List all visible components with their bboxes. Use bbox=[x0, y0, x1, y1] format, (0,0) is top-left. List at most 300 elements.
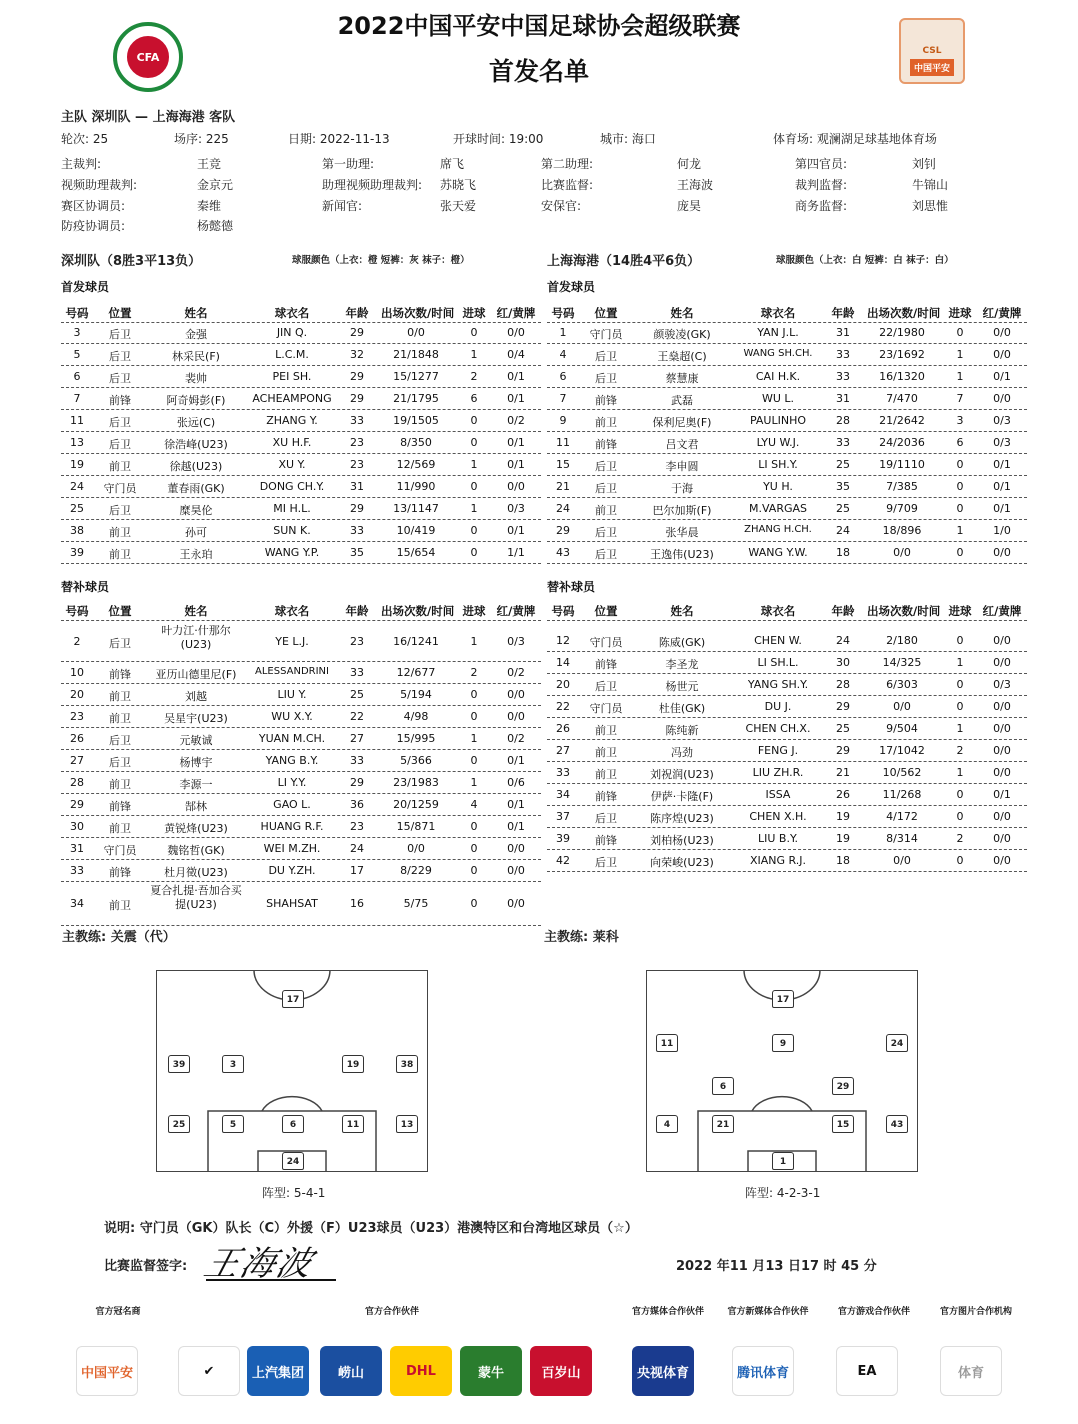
player-position: 后卫 bbox=[595, 372, 617, 385]
apps-minutes: 12/677 bbox=[396, 666, 436, 679]
player-number: 7 bbox=[73, 392, 81, 405]
player-position: 后卫 bbox=[595, 350, 617, 363]
player-age: 21 bbox=[836, 766, 850, 779]
goals: 0 bbox=[956, 854, 964, 867]
home-pitch bbox=[156, 970, 428, 1172]
player-name: 郜林 bbox=[185, 800, 207, 813]
goals: 0 bbox=[470, 820, 478, 833]
goals: 1 bbox=[956, 370, 964, 383]
home-starters-row bbox=[61, 322, 541, 344]
official-value: 席飞 bbox=[440, 157, 465, 171]
goals: 2 bbox=[470, 370, 478, 383]
player-age: 29 bbox=[350, 370, 364, 383]
jersey-name: ISSA bbox=[765, 788, 791, 801]
player-position: 守门员 bbox=[589, 702, 623, 715]
jersey-name: YU H. bbox=[763, 480, 793, 493]
apps-minutes: 4/172 bbox=[886, 810, 918, 823]
csl-logo bbox=[899, 18, 965, 84]
jersey-name: WANG Y.W. bbox=[748, 546, 808, 559]
apps-minutes: 19/1505 bbox=[393, 414, 439, 427]
goals: 0 bbox=[470, 754, 478, 767]
player-position: 后卫 bbox=[595, 548, 617, 561]
away-subs-row bbox=[547, 630, 1027, 652]
player-position: 后卫 bbox=[595, 526, 617, 539]
player-position: 守门员 bbox=[589, 328, 623, 341]
player-number: 23 bbox=[70, 710, 84, 723]
cards: 0/1 bbox=[507, 524, 525, 537]
apps-minutes: 21/2642 bbox=[879, 414, 925, 427]
player-position: 前卫 bbox=[109, 712, 131, 725]
away-subs-row bbox=[547, 828, 1027, 850]
apps-minutes: 7/385 bbox=[886, 480, 918, 493]
cards: 0/0 bbox=[993, 348, 1011, 361]
official-label: 比赛监督: bbox=[541, 178, 594, 192]
player-age: 29 bbox=[350, 326, 364, 339]
player-name: 杜月徵(U23) bbox=[164, 866, 228, 879]
player-name: 徐浩峰(U23) bbox=[164, 438, 228, 451]
player-age: 26 bbox=[836, 788, 850, 801]
away-pitch-jersey: 24 bbox=[886, 1034, 908, 1052]
player-name: 巴尔加斯(F) bbox=[652, 504, 712, 517]
home-subs-row bbox=[61, 622, 541, 662]
player-name: 吕文君 bbox=[665, 438, 699, 451]
away-starters-row bbox=[547, 432, 1027, 454]
away-coach: 主教练: 莱科 bbox=[544, 930, 619, 945]
home-team-name: 深圳队（8胜3平13负） bbox=[61, 254, 202, 269]
away-subs-row bbox=[547, 696, 1027, 718]
away-starters-label: 首发球员 bbox=[547, 280, 596, 294]
goals: 6 bbox=[956, 436, 964, 449]
round: 轮次: 25 bbox=[61, 132, 109, 146]
player-position: 后卫 bbox=[109, 372, 131, 385]
player-position: 后卫 bbox=[595, 680, 617, 693]
home-pitch-jersey: 38 bbox=[396, 1055, 418, 1073]
signature-underline bbox=[206, 1279, 336, 1281]
apps-minutes: 5/75 bbox=[403, 897, 429, 910]
jersey-name: DU Y.ZH. bbox=[268, 864, 316, 877]
cards: 0/1 bbox=[993, 370, 1011, 383]
player-number: 7 bbox=[559, 392, 567, 405]
goals: 0 bbox=[956, 788, 964, 801]
player-number: 1 bbox=[559, 326, 567, 339]
apps-minutes: 23/1983 bbox=[393, 776, 439, 789]
goals: 1 bbox=[470, 502, 478, 515]
goals: 7 bbox=[956, 392, 964, 405]
player-name: 陈威(GK) bbox=[658, 636, 706, 649]
home-coach: 主教练: 关震（代） bbox=[62, 930, 176, 945]
stadium: 体育场: 观澜湖足球基地体育场 bbox=[773, 132, 937, 146]
home-pitch-jersey: 24 bbox=[282, 1152, 304, 1170]
cards: 0/0 bbox=[993, 546, 1011, 559]
player-number: 22 bbox=[556, 700, 570, 713]
jersey-name: JIN Q. bbox=[276, 326, 308, 339]
player-number: 6 bbox=[559, 370, 567, 383]
cards: 0/1 bbox=[993, 788, 1011, 801]
cards: 0/2 bbox=[507, 666, 525, 679]
goals: 4 bbox=[470, 798, 478, 811]
signature: 王海波 bbox=[199, 1244, 319, 1284]
jersey-name: LYU W.J. bbox=[756, 436, 800, 449]
cards: 0/3 bbox=[993, 436, 1011, 449]
legend: 说明: 守门员（GK）队长（C）外援（F）U23球员（U23）港澳特区和台湾地区球员（☆） bbox=[104, 1221, 638, 1236]
goals: 3 bbox=[956, 414, 964, 427]
cards: 0/0 bbox=[993, 722, 1011, 735]
cards: 0/2 bbox=[507, 732, 525, 745]
player-number: 39 bbox=[556, 832, 570, 845]
player-age: 19 bbox=[836, 810, 850, 823]
player-position: 后卫 bbox=[109, 416, 131, 429]
csl-logo-text: CSL bbox=[922, 46, 942, 56]
player-name: 陈序煌(U23) bbox=[650, 812, 714, 825]
home-col-header: 出场次数/时间 bbox=[381, 604, 455, 618]
home-starters-row bbox=[61, 520, 541, 542]
player-position: 前锋 bbox=[595, 658, 617, 671]
home-starters-row bbox=[61, 432, 541, 454]
player-age: 32 bbox=[350, 348, 364, 361]
goals: 0 bbox=[470, 326, 478, 339]
player-name: 张远(C) bbox=[176, 416, 216, 429]
jersey-name: WANG SH.CH. bbox=[743, 348, 813, 359]
home-subs-row bbox=[61, 662, 541, 684]
player-age: 24 bbox=[836, 524, 850, 537]
apps-minutes: 11/990 bbox=[396, 480, 436, 493]
player-name: 叶力江·什那尔(U23) bbox=[161, 624, 231, 651]
player-name: 李源一 bbox=[179, 778, 213, 791]
player-number: 20 bbox=[70, 688, 84, 701]
jersey-name: XU Y. bbox=[278, 458, 306, 471]
home-col-header: 位置 bbox=[108, 306, 132, 320]
home-header-rule bbox=[61, 620, 541, 621]
sponsor-label: 官方新媒体合作伙伴 bbox=[727, 1307, 809, 1317]
apps-minutes: 19/1110 bbox=[879, 458, 925, 471]
jersey-name: GAO L. bbox=[273, 798, 311, 811]
home-starters-row bbox=[61, 410, 541, 432]
cards: 0/1 bbox=[507, 754, 525, 767]
away-subs-row bbox=[547, 718, 1027, 740]
apps-minutes: 14/325 bbox=[882, 656, 922, 669]
goals: 0 bbox=[956, 810, 964, 823]
home-starters-row bbox=[61, 454, 541, 476]
apps-minutes: 0/0 bbox=[893, 854, 911, 867]
player-position: 前卫 bbox=[109, 822, 131, 835]
apps-minutes: 8/350 bbox=[400, 436, 432, 449]
home-pitch-jersey: 19 bbox=[342, 1055, 364, 1073]
city: 城市: 海口 bbox=[600, 132, 656, 146]
away-col-header: 年龄 bbox=[831, 604, 855, 618]
official-value: 刘钊 bbox=[912, 157, 937, 171]
player-position: 后卫 bbox=[109, 504, 131, 517]
player-name: 王逸伟(U23) bbox=[650, 548, 714, 561]
goals: 2 bbox=[470, 666, 478, 679]
goals: 1 bbox=[956, 722, 964, 735]
player-age: 35 bbox=[350, 546, 364, 559]
jersey-name: WU L. bbox=[761, 392, 795, 405]
home-pitch-jersey: 39 bbox=[168, 1055, 190, 1073]
apps-minutes: 2/180 bbox=[886, 634, 918, 647]
away-kit: 球服颜色（上衣：白 短裤：白 袜子：白） bbox=[776, 255, 954, 266]
player-number: 34 bbox=[70, 897, 84, 910]
player-age: 17 bbox=[350, 864, 364, 877]
away-col-header: 球衣名 bbox=[760, 306, 796, 320]
csl-logo-sponsor: 中国平安 bbox=[910, 59, 954, 76]
apps-minutes: 18/896 bbox=[882, 524, 922, 537]
away-subs-row bbox=[547, 674, 1027, 696]
apps-minutes: 23/1692 bbox=[879, 348, 925, 361]
goals: 0 bbox=[470, 414, 478, 427]
player-number: 43 bbox=[556, 546, 570, 559]
cards: 0/1 bbox=[507, 820, 525, 833]
player-age: 25 bbox=[836, 722, 850, 735]
away-col-header: 位置 bbox=[594, 306, 618, 320]
jersey-name: PAULINHO bbox=[749, 414, 807, 427]
player-position: 前锋 bbox=[595, 394, 617, 407]
sponsor-logo: 中国平安 bbox=[76, 1346, 138, 1396]
sponsor-logo: ✔ bbox=[178, 1346, 240, 1396]
away-starters-row bbox=[547, 476, 1027, 498]
player-position: 前锋 bbox=[109, 668, 131, 681]
away-subs-row bbox=[547, 784, 1027, 806]
home-col-header: 号码 bbox=[65, 604, 89, 618]
jersey-name: CHEN CH.X. bbox=[745, 722, 811, 735]
cards: 0/1 bbox=[993, 458, 1011, 471]
player-name: 张华晨 bbox=[665, 526, 699, 539]
player-position: 后卫 bbox=[109, 637, 131, 650]
goals: 0 bbox=[470, 864, 478, 877]
page-subtitle: 首发名单 bbox=[488, 57, 589, 86]
player-number: 6 bbox=[73, 370, 81, 383]
cards: 0/1 bbox=[507, 798, 525, 811]
jersey-name: YAN J.L. bbox=[757, 326, 799, 339]
home-starters-row bbox=[61, 344, 541, 366]
player-name: 杜佳(GK) bbox=[658, 702, 706, 715]
cards: 1/0 bbox=[993, 524, 1011, 537]
jersey-name: SHAHSAT bbox=[266, 897, 318, 910]
away-formation: 阵型: 4-2-3-1 bbox=[745, 1186, 821, 1200]
official-label: 裁判监督: bbox=[795, 178, 848, 192]
player-age: 23 bbox=[350, 820, 364, 833]
player-age: 36 bbox=[350, 798, 364, 811]
home-subs-row bbox=[61, 706, 541, 728]
cards: 0/0 bbox=[993, 744, 1011, 757]
goals: 1 bbox=[470, 458, 478, 471]
goals: 0 bbox=[956, 546, 964, 559]
official-value: 何龙 bbox=[677, 157, 702, 171]
jersey-name: ZHANG H.CH. bbox=[744, 524, 812, 535]
player-name: 董春雨(GK) bbox=[167, 482, 225, 495]
sponsor-logo: 上汽集团 bbox=[247, 1346, 309, 1396]
cards: 0/1 bbox=[507, 458, 525, 471]
cards: 0/0 bbox=[507, 480, 525, 493]
goals: 1 bbox=[470, 776, 478, 789]
jersey-name: WEI M.ZH. bbox=[263, 842, 321, 855]
match-date: 日期: 2022-11-13 bbox=[288, 132, 390, 146]
apps-minutes: 4/98 bbox=[403, 710, 429, 723]
cards: 0/0 bbox=[993, 656, 1011, 669]
player-number: 25 bbox=[70, 502, 84, 515]
player-position: 前锋 bbox=[109, 394, 131, 407]
away-starters-row bbox=[547, 410, 1027, 432]
goals: 0 bbox=[470, 546, 478, 559]
cards: 0/3 bbox=[993, 678, 1011, 691]
apps-minutes: 5/194 bbox=[400, 688, 432, 701]
jersey-name: XU H.F. bbox=[272, 436, 312, 449]
official-value: 苏晓飞 bbox=[440, 178, 477, 192]
jersey-name: ACHEAMPONG bbox=[252, 392, 332, 405]
official-label: 第四官员: bbox=[795, 157, 848, 171]
player-number: 31 bbox=[70, 842, 84, 855]
official-label: 视频助理裁判: bbox=[61, 178, 138, 192]
sponsor-logo: 腾讯体育 bbox=[732, 1346, 794, 1396]
home-subs-row bbox=[61, 684, 541, 706]
home-col-header: 位置 bbox=[108, 604, 132, 618]
player-age: 18 bbox=[836, 546, 850, 559]
jersey-name: LIU B.Y. bbox=[758, 832, 798, 845]
jersey-name: M.VARGAS bbox=[748, 502, 807, 515]
apps-minutes: 15/654 bbox=[396, 546, 436, 559]
player-age: 29 bbox=[836, 744, 850, 757]
player-age: 31 bbox=[836, 326, 850, 339]
home-pitch-jersey: 3 bbox=[222, 1055, 244, 1073]
home-subs-row bbox=[61, 772, 541, 794]
sponsor-label: 官方冠名商 bbox=[95, 1307, 141, 1317]
match-seq: 场序: 225 bbox=[174, 132, 229, 146]
player-number: 11 bbox=[556, 436, 570, 449]
player-age: 23 bbox=[350, 635, 364, 648]
away-starters-row bbox=[547, 498, 1027, 520]
official-label: 第二助理: bbox=[541, 157, 594, 171]
apps-minutes: 21/1795 bbox=[393, 392, 439, 405]
home-subs-row bbox=[61, 816, 541, 838]
away-pitch-jersey: 43 bbox=[886, 1115, 908, 1133]
player-name: 李圣龙 bbox=[665, 658, 699, 671]
player-number: 3 bbox=[73, 326, 81, 339]
player-number: 26 bbox=[70, 732, 84, 745]
goals: 0 bbox=[956, 480, 964, 493]
player-number: 30 bbox=[70, 820, 84, 833]
cards: 0/4 bbox=[507, 348, 525, 361]
goals: 0 bbox=[470, 688, 478, 701]
official-value: 刘思惟 bbox=[912, 199, 949, 213]
cards: 0/0 bbox=[993, 832, 1011, 845]
apps-minutes: 22/1980 bbox=[879, 326, 925, 339]
jersey-name: CHEN W. bbox=[754, 634, 802, 647]
player-name: 杨博宇 bbox=[179, 756, 213, 769]
goals: 1 bbox=[956, 766, 964, 779]
away-starters-row bbox=[547, 454, 1027, 476]
player-position: 后卫 bbox=[109, 438, 131, 451]
sponsor-logo: 蒙牛 bbox=[460, 1346, 522, 1396]
home-subs-row bbox=[61, 794, 541, 816]
player-age: 29 bbox=[350, 502, 364, 515]
away-col-header: 出场次数/时间 bbox=[867, 604, 941, 618]
jersey-name: SUN K. bbox=[273, 524, 311, 537]
apps-minutes: 16/1241 bbox=[393, 635, 439, 648]
apps-minutes: 6/303 bbox=[886, 678, 918, 691]
player-name: 刘祝润(U23) bbox=[650, 768, 714, 781]
player-number: 19 bbox=[70, 458, 84, 471]
apps-minutes: 8/314 bbox=[886, 832, 918, 845]
player-age: 18 bbox=[836, 854, 850, 867]
player-number: 5 bbox=[73, 348, 81, 361]
away-pitch-jersey: 6 bbox=[712, 1077, 734, 1095]
home-col-header: 进球 bbox=[462, 306, 486, 320]
apps-minutes: 12/569 bbox=[396, 458, 436, 471]
player-number: 29 bbox=[556, 524, 570, 537]
player-age: 33 bbox=[350, 414, 364, 427]
player-name: 吴星宇(U23) bbox=[164, 712, 228, 725]
official-value: 张天爱 bbox=[440, 199, 477, 213]
apps-minutes: 15/995 bbox=[396, 732, 436, 745]
player-age: 33 bbox=[350, 524, 364, 537]
official-label: 商务监督: bbox=[795, 199, 848, 213]
away-col-header: 号码 bbox=[551, 604, 575, 618]
player-position: 前锋 bbox=[595, 790, 617, 803]
apps-minutes: 0/0 bbox=[407, 842, 425, 855]
home-starters-row bbox=[61, 542, 541, 564]
apps-minutes: 10/419 bbox=[396, 524, 436, 537]
player-number: 26 bbox=[556, 722, 570, 735]
signature-label: 比赛监督签字: bbox=[104, 1259, 188, 1274]
sponsor-logo: 央视体育 bbox=[632, 1346, 694, 1396]
player-position: 前卫 bbox=[109, 690, 131, 703]
sponsor-logo: 崂山 bbox=[320, 1346, 382, 1396]
jersey-name: YANG B.Y. bbox=[265, 754, 319, 767]
jersey-name: PEI SH. bbox=[272, 370, 312, 383]
official-label: 助理视频助理裁判: bbox=[322, 178, 423, 192]
player-age: 29 bbox=[836, 700, 850, 713]
cards: 0/1 bbox=[507, 370, 525, 383]
player-name: 王燊超(C) bbox=[657, 350, 707, 363]
away-pitch-jersey: 4 bbox=[656, 1115, 678, 1133]
teams-line: 主队 深圳队 — 上海海港 客队 bbox=[61, 110, 236, 125]
player-name: 李申圆 bbox=[665, 460, 699, 473]
player-name: 糜昊伦 bbox=[179, 504, 213, 517]
cfa-logo-text: CFA bbox=[125, 34, 171, 80]
jersey-name: WANG Y.P. bbox=[264, 546, 320, 559]
away-col-header: 姓名 bbox=[670, 604, 694, 618]
away-pitch-jersey: 1 bbox=[772, 1152, 794, 1170]
goals: 0 bbox=[956, 502, 964, 515]
player-age: 33 bbox=[836, 348, 850, 361]
home-col-header: 出场次数/时间 bbox=[381, 306, 455, 320]
apps-minutes: 13/1147 bbox=[393, 502, 439, 515]
player-position: 前卫 bbox=[109, 899, 131, 912]
cards: 0/0 bbox=[507, 710, 525, 723]
player-position: 前锋 bbox=[595, 834, 617, 847]
home-starters-row bbox=[61, 498, 541, 520]
apps-minutes: 8/229 bbox=[400, 864, 432, 877]
goals: 6 bbox=[470, 392, 478, 405]
player-age: 16 bbox=[350, 897, 364, 910]
official-value: 王海波 bbox=[677, 178, 714, 192]
official-value: 庞昊 bbox=[677, 199, 702, 213]
player-age: 27 bbox=[350, 732, 364, 745]
goals: 2 bbox=[956, 832, 964, 845]
player-age: 22 bbox=[350, 710, 364, 723]
away-starters-row bbox=[547, 322, 1027, 344]
away-subs-row bbox=[547, 740, 1027, 762]
cards: 0/6 bbox=[507, 776, 525, 789]
player-name: 裴帅 bbox=[185, 372, 207, 385]
player-number: 34 bbox=[556, 788, 570, 801]
jersey-name: FENG J. bbox=[757, 744, 799, 757]
goals: 0 bbox=[956, 678, 964, 691]
home-starters-row bbox=[61, 476, 541, 498]
player-position: 前卫 bbox=[595, 746, 617, 759]
away-starters-row bbox=[547, 520, 1027, 542]
player-number: 9 bbox=[559, 414, 567, 427]
goals: 0 bbox=[470, 524, 478, 537]
